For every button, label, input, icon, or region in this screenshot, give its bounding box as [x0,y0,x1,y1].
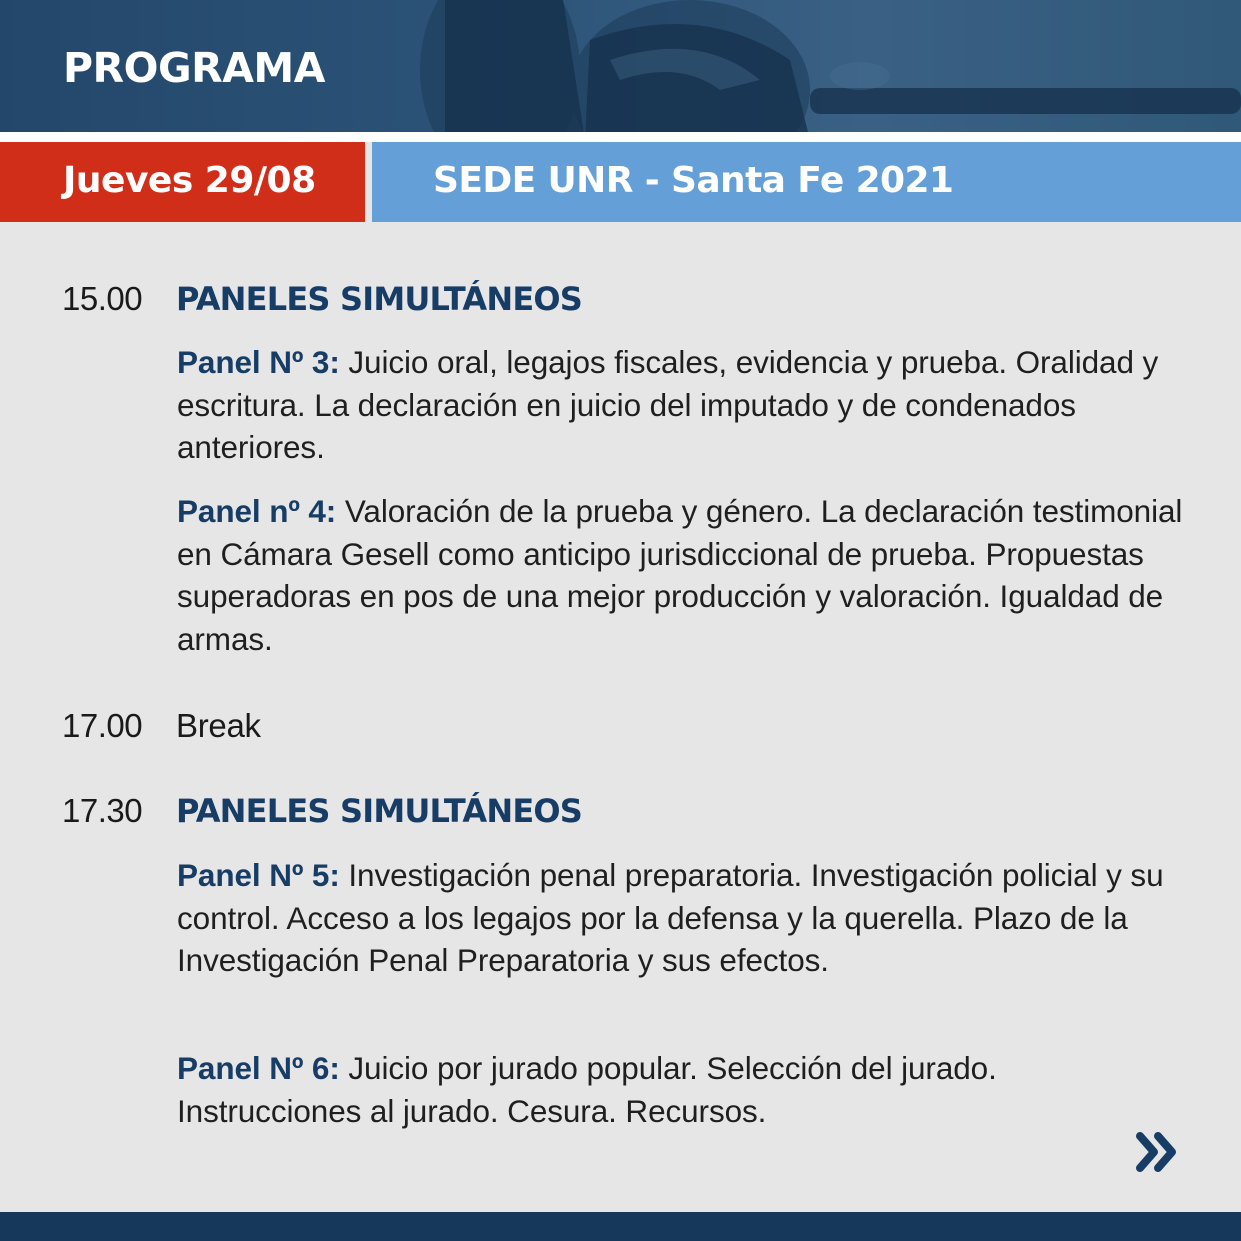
panel-item [177,341,1187,469]
panel-item [177,490,1187,660]
panel-item [177,1047,1187,1132]
double-chevron-right-icon[interactable] [1136,1132,1180,1172]
panel-item [177,854,1187,982]
panel-label: Panel nº 4: [177,493,337,529]
panel-label: Panel Nº 6: [177,1050,340,1086]
section-heading: PANELES SIMULTÁNEOS [176,792,583,830]
panel-description: Investigación penal preparatoria. Investigación policial y su control. Acceso a los legajos por la defensa y la querella. Plazo de la Investigación Penal Preparatoria y sus efectos. [177,857,1164,979]
page-title: PROGRAMA [63,44,325,92]
panel-label: Panel Nº 5: [177,857,340,893]
panel-description: Valoración de la prueba y género. La declaración testimonial en Cámara Gesell como anticipo jurisdiccional de prueba. Propuestas superadoras en pos de una mejor producción y valoración. Igualdad de armas. [177,493,1183,657]
schedule-time: 15.00 [62,280,143,317]
footer-bar [0,1212,1241,1241]
panel-description: Juicio oral, legajos fiscales, evidencia y prueba. Oralidad y escritura. La declaración en juicio del imputado y de condenados anteriores. [177,344,1159,466]
panel-description: Juicio por jurado popular. Selección del jurado. Instrucciones al jurado. Cesura. Recursos. [177,1050,997,1129]
break-label: Break [176,707,261,744]
event-venue: SEDE UNR - Santa Fe 2021 [433,160,954,201]
schedule-time: 17.00 [62,707,143,744]
header-banner [0,0,1241,132]
panel-label: Panel Nº 3: [177,344,340,380]
section-heading: PANELES SIMULTÁNEOS [176,280,583,318]
header-divider [0,132,1241,142]
event-date: Jueves 29/08 [63,160,316,201]
schedule-time: 17.30 [62,792,143,829]
